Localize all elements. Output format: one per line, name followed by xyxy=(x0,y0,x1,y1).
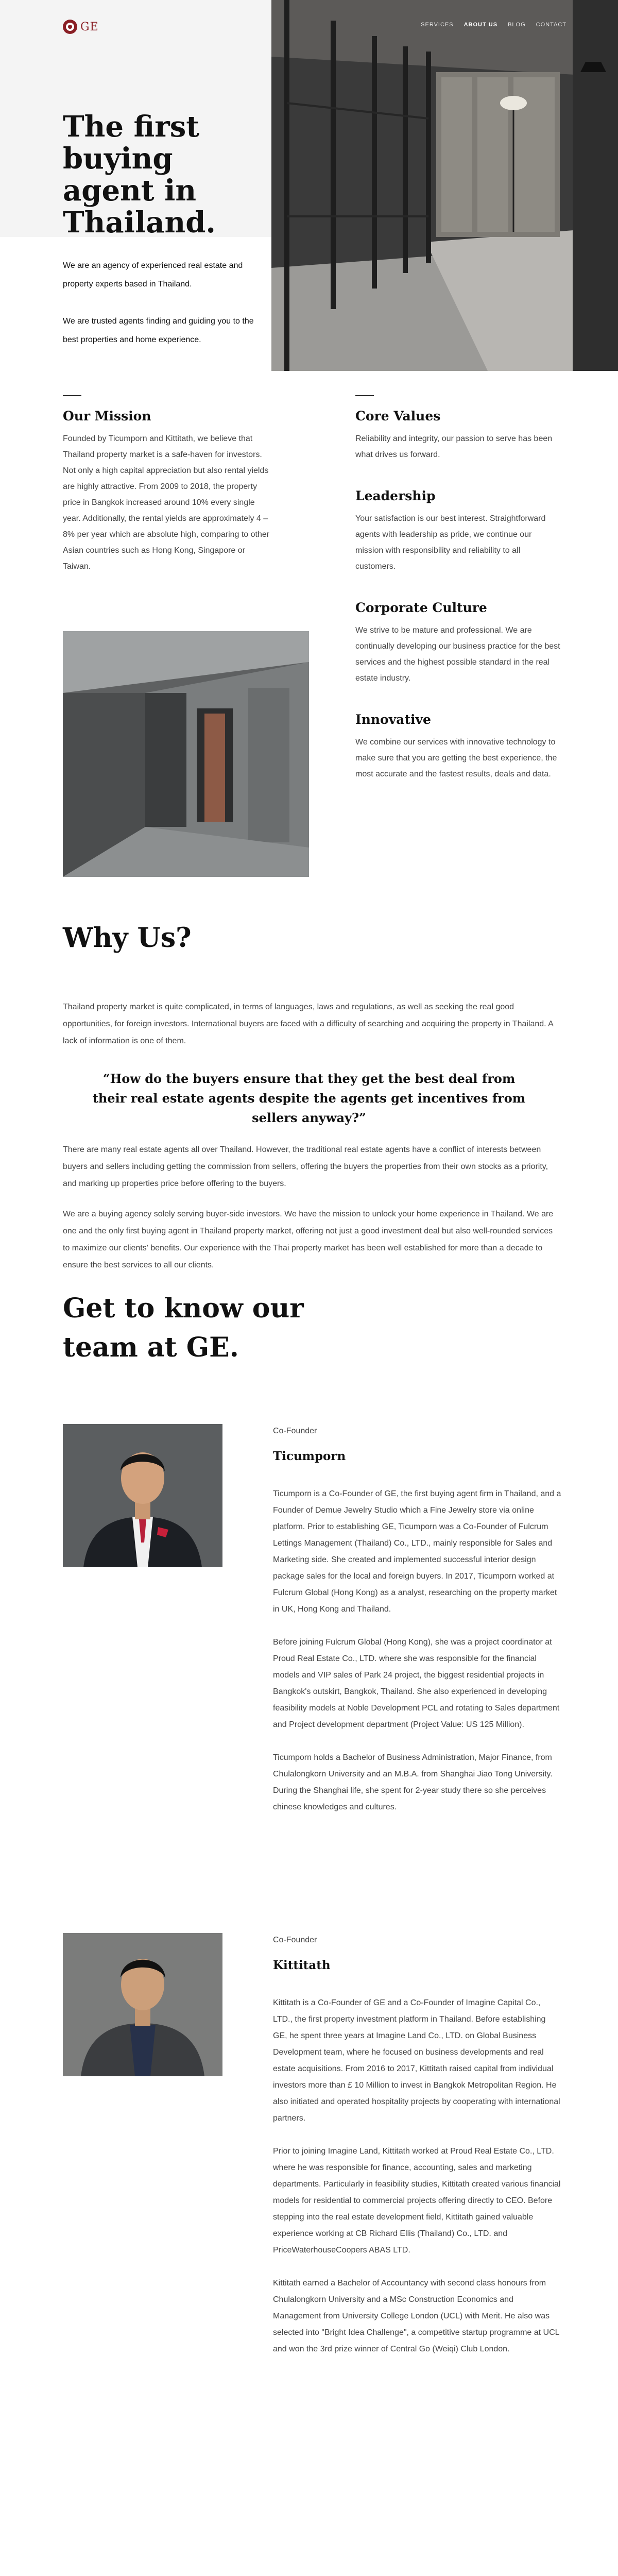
why-us-section xyxy=(0,907,618,1274)
value-text: We strive to be mature and professional. We are continually developing our business practice for the best services and the highest possible standard in the real estate industry. xyxy=(355,626,560,683)
mission-title: Our Mission xyxy=(63,409,151,423)
member-bio-paragraph: Prior to joining Imagine Land, Kittitath worked at Proud Real Estate Co., LTD. where he was responsible for finance, accounting, sales and marketing departments. Particularly in feasibility studies, Kittitath created various financial models for residential to commercial projects offering directly to CEO. Before stepping into the real estate development field, Kittitath gained valuable experience working at CB Richard Ellis (Thailand) Co., LTD. and PriceWaterhouseCoopers ABAS LTD. xyxy=(273,2147,561,2255)
concrete-illustration xyxy=(63,631,309,877)
kittitath-photo xyxy=(63,1933,222,2076)
hero-paragraph-2: We are trusted agents finding and guiding you to the best properties and home experience. xyxy=(63,317,254,344)
nav-item-contact[interactable]: CONTACT xyxy=(536,22,566,28)
nav-item-about-us[interactable]: ABOUT US xyxy=(464,22,498,28)
member-role: Co-Founder xyxy=(273,1427,317,1435)
member-bio-paragraph: Ticumporn holds a Bachelor of Business Administration, Major Finance, from Chulalongkorn University and an M.B.A. from Shanghai Jiao Tong University. During the Shanghai life, she spent for 2-year study there so she perceives chinese knowledges and cultures. xyxy=(273,1753,553,1811)
why-us-quote: “How do the buyers ensure that they get the best deal from their real estate agents despite the agents get incentives from sellers anyway?” xyxy=(92,1071,526,1125)
nav-item-blog[interactable]: BLOG xyxy=(508,22,526,28)
section-divider xyxy=(63,395,81,396)
value-title: Corporate Culture xyxy=(355,600,487,615)
value-title: Innovative xyxy=(355,712,431,727)
member-name: Kittitath xyxy=(273,1958,331,1972)
hero-paragraph-1: We are an agency of experienced real estate and property experts based in Thailand. xyxy=(63,261,243,289)
team-section xyxy=(0,1274,618,2574)
hero-description xyxy=(63,257,259,349)
ticumporn-bio xyxy=(273,1427,561,1832)
value-corporate-culture xyxy=(355,600,561,686)
values-column xyxy=(355,395,561,808)
mission-values-section xyxy=(0,371,618,907)
mission-text: Founded by Ticumporn and Kittitath, we believe that Thailand property market is a safe-haven for investors. Not only a high capital appreciation but also rental yields are highly attractive. From 2009 to 2018, the property price in Bangkok increased around 10% every single year. Additionally, the rental yields are approximately 4 – 8% per year which are absolute high, comparing to other Asian countries such as Hong Kong, Singapore or Taiwan. xyxy=(63,434,270,571)
why-us-paragraph-2: There are many real estate agents all over Thailand. However, the traditional real estate agents have a conflict of interests between buyers and sellers including getting the commission from sellers, offering the buyers the properties from their own stocks as a priority, and marking up properties price before offering to the buyers. xyxy=(63,1145,548,1188)
section-divider xyxy=(355,395,374,396)
value-leadership xyxy=(355,488,561,574)
nav-item-services[interactable]: SERVICES xyxy=(421,22,454,28)
logo-mark-icon xyxy=(63,20,77,34)
value-title: Core Values xyxy=(355,409,441,423)
logo[interactable] xyxy=(63,20,99,34)
concrete-interior-photo xyxy=(63,631,309,877)
hero-section xyxy=(0,0,618,371)
why-us-title: Why Us? xyxy=(63,922,192,954)
value-core-values xyxy=(355,409,561,463)
value-text: Your satisfaction is our best interest. Straightforward agents with leadership as pride, we continue our mission with responsibility and reliability to all customers. xyxy=(355,514,546,571)
value-innovative xyxy=(355,712,561,782)
value-title: Leadership xyxy=(355,488,436,503)
hero-title: The first buying agent in Thailand. xyxy=(63,110,216,240)
team-title: Get to know our team at GE. xyxy=(63,1293,304,1363)
value-text: We combine our services with innovative technology to make sure that you are getting the best experience, the most accurate and the fastest results, deals and data. xyxy=(355,738,557,778)
value-text: Reliability and integrity, our passion to serve has been what drives us forward. xyxy=(355,434,553,459)
portrait-illustration xyxy=(63,1424,222,1567)
kittitath-bio xyxy=(273,1936,561,2374)
why-us-paragraph-1: Thailand property market is quite complicated, in terms of languages, laws and regulations, as well as seeking the real good opportunities, for foreign investors. International buyers are faced with a difficulty of searching and acquiring the property in Thailand. A lack of information is one of them. xyxy=(63,1003,553,1045)
member-role: Co-Founder xyxy=(273,1936,317,1944)
why-us-paragraph-3: We are a buying agency solely serving buyer-side investors. We have the mission to unlock your home experience in Thailand. We are one and the only first buying agent in Thailand property market, offering not just a good investment deal but also well-rounded services to maximize our clients' benefits. Our experience with the Thai property market has been well established for more than a decade to ensure the best services to all our clients. xyxy=(63,1210,554,1269)
portrait-illustration xyxy=(63,1933,222,2076)
office-illustration xyxy=(271,0,618,371)
member-bio-paragraph: Kittitath earned a Bachelor of Accountancy with second class honours from Chulalongkorn University and a MSc Construction Economics and Management from University College London (UCL) with Merit. He also was selected into "Bright Idea Challenge", a competitive startup programme at UCL and won the 3rd prize winner of Central Go (Weiqi) Club London. xyxy=(273,2279,559,2353)
member-bio-paragraph: Before joining Fulcrum Global (Hong Kong), she was a project coordinator at Proud Real Estate Co., LTD. where she was responsible for the financial models and VIP sales of Park 24 project, the biggest residential projects in Bangkok's outskirt, Bangkok, Thailand. She also experienced in developing feasibility models at Noble Development PCL and rotating to Sales department and Project development department (Project Value: US 125 Million). xyxy=(273,1638,560,1729)
hero-left-panel xyxy=(0,0,271,371)
member-name: Ticumporn xyxy=(273,1449,346,1463)
member-bio-paragraph: Ticumporn is a Co-Founder of GE, the first buying agent firm in Thailand, and a Founder of Demue Jewelry Studio which a Fine Jewelry store via online platform. Prior to establishing GE, Ticumporn was a Co-Founder of Fulcrum Lettings Management (Thailand) Co., LTD., mainly responsible for Sales and Marketing side. She created and implemented successful interior design package sales for the local and foreign buyers. In 2017, Ticumporn worked at Fulcrum Global (Hong Kong) as a analyst, researching on the property market in UK, Hong Kong and Thailand. xyxy=(273,1489,561,1614)
hero-office-photo xyxy=(271,0,618,371)
ticumporn-photo xyxy=(63,1424,222,1567)
mission-block xyxy=(63,395,274,574)
main-nav xyxy=(421,22,566,28)
member-bio-paragraph: Kittitath is a Co-Founder of GE and a Co-Founder of Imagine Capital Co., LTD., the first property investment platform in Thailand. Before establishing GE, he spent three years at Imagine Land Co., LTD. on Global Business Development team, where he focused on business developments and real estate acquisitions. From 2016 to 2017, Kittitath raised capital from individual investors more than £ 10 Million to invest in Bangkok Metropolitan Region. He also initiated and operated hospitality projects by cooperating with international partners. xyxy=(273,1998,560,2123)
logo-text: GE xyxy=(80,20,99,33)
